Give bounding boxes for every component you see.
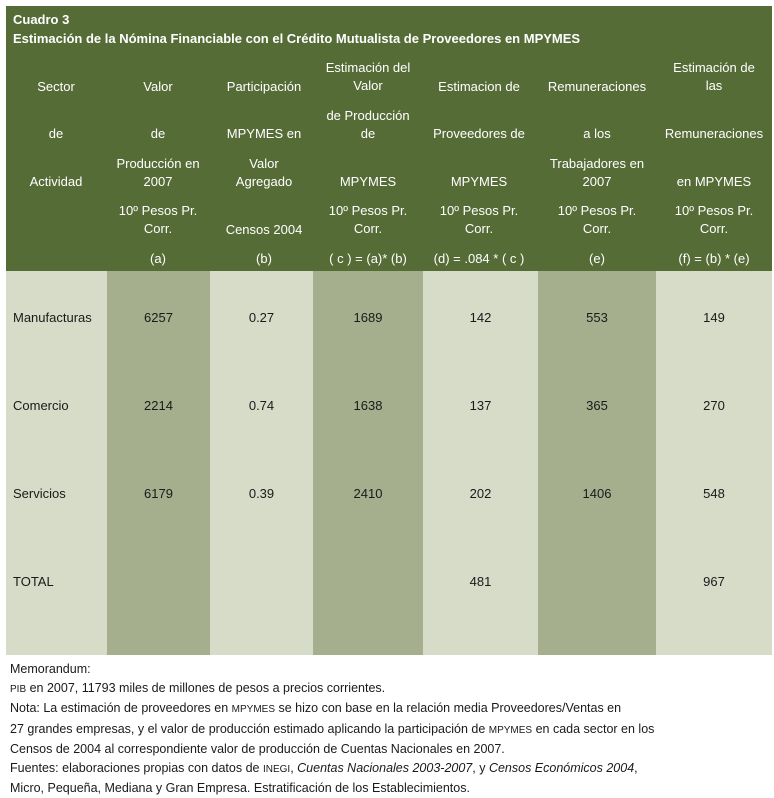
header-estimacion-prov-line1: Estimacion de [438,79,520,94]
column-band-valor [107,271,210,655]
header-sector-line2: de [48,126,64,141]
fuentes-d: , [634,760,638,775]
header-participacion-line2: MPYMES en [226,126,302,141]
header-valor-formula: (a) [150,251,166,266]
cell-manufacturas-f: 149 [703,310,725,325]
column-band-sector [6,271,107,655]
cell-servicios-f: 548 [703,486,725,501]
header-participacion-line1: Participación [226,79,302,94]
header-estimacion-rem-line1: Estimación de las [673,60,755,93]
cell-comercio-b: 0.74 [248,398,275,413]
inegi-abbr: INEGI [262,763,291,775]
header-estimacion-prov-formula: (d) = .084 * ( c ) [433,251,525,266]
fuentes-italic-2: Censos Económicos 2004 [488,760,635,775]
fuentes-a: Fuentes: elaboraciones propias con datos de [10,760,263,775]
notes-memorandum: Memorandum: [10,662,91,676]
fuentes-b: , [290,760,298,775]
header-remuneraciones-units: 10º Pesos Pr. Corr. [557,203,637,236]
header-remuneraciones-line1: Remuneraciones [547,79,647,94]
table-title: Cuadro 3 [13,12,70,27]
header-valor-units: 10º Pesos Pr. Corr. [118,203,198,236]
cell-total-d: 481 [469,574,492,589]
header-participacion-line3: Valor Agregado [235,156,293,189]
cell-comercio-c: 1638 [353,398,383,413]
mpymes-abbr-2: MPYMES [488,724,533,736]
column-band-estimacion-prov [423,271,538,655]
column-band-estimacion-rem [656,271,772,655]
header-estimacion-rem-formula: (f) = (b) * (e) [678,251,750,266]
row-label-comercio: Comercio [13,398,69,413]
row-label-servicios: Servicios [13,486,66,501]
cell-servicios-d: 202 [469,486,492,501]
cell-manufacturas-e: 553 [586,310,608,325]
cell-manufacturas-d: 142 [469,310,492,325]
header-sector-line1: Sector [37,79,75,94]
header-participacion-formula: (b) [256,251,272,266]
header-estimacion-valor-line3: MPYMES [339,174,397,189]
pib-abbr: PIB [10,683,27,695]
table-subtitle: Estimación de la Nómina Financiable con el Crédito Mutualista de Proveedores en MPYMES [13,31,581,46]
cell-comercio-a: 2214 [144,398,173,413]
header-remuneraciones-line3: Trabajadores en 2007 [549,156,645,189]
cell-total-f: 967 [703,574,725,589]
cell-manufacturas-b: 0.27 [248,310,275,325]
header-valor-line3: Producción en 2007 [116,156,200,189]
cell-comercio-e: 365 [586,398,608,413]
table-body [6,271,772,655]
header-valor-line2: de [150,126,166,141]
cell-comercio-f: 270 [703,398,725,413]
row-label-total: TOTAL [13,574,54,589]
table-notes [10,660,770,798]
table-header [6,6,772,271]
cell-comercio-d: 137 [469,398,492,413]
header-estimacion-valor-formula: ( c ) = (a)* (b) [329,251,407,266]
cell-servicios-a: 6179 [144,486,173,501]
notes-nota-line2 [10,720,770,741]
header-remuneraciones-line2: a los [583,126,611,141]
notes-fuentes-line1 [10,759,770,780]
fuentes-italic-1: Cuentas Nacionales 2003-2007 [297,760,473,775]
header-estimacion-valor-units: 10º Pesos Pr. Corr. [328,203,408,236]
header-remuneraciones-formula: (e) [589,251,605,266]
nota-2b: en cada sector en los [532,721,655,736]
header-estimacion-prov-line2: Proveedores de [433,126,525,141]
header-estimacion-rem-line2: Remuneraciones [664,126,764,141]
pib-text: en 2007, 11793 miles de millones de pesos a precios corrientes. [26,680,386,695]
column-band-remuneraciones [538,271,656,655]
header-estimacion-rem-line3: en MPYMES [676,174,752,189]
header-estimacion-prov-units: 10º Pesos Pr. Corr. [439,203,519,236]
header-participacion-units: Censos 2004 [225,222,303,237]
header-valor-line1: Valor [143,79,173,94]
nota-1a: Nota: La estimación de proveedores en [10,701,232,715]
notes-nota-line3: Censos de 2004 al correspondiente valor de producción de Cuentas Nacionales en 2007. [10,742,505,756]
column-band-estimacion-valor [313,271,423,655]
column-band-participacion [210,271,313,655]
nota-2a: 27 grandes empresas, y el valor de producción estimado aplicando la participación de [10,721,489,736]
fuentes-c: , y [472,760,489,775]
header-estimacion-prov-line3: MPYMES [450,174,508,189]
header-estimacion-valor-line1: Estimación del Valor [325,60,411,93]
header-sector-line3: Actividad [29,174,83,189]
header-estimacion-rem-units: 10º Pesos Pr. Corr. [674,203,754,236]
row-label-manufacturas: Manufacturas [13,310,92,325]
cell-manufacturas-a: 6257 [144,310,173,325]
notes-fuentes-line2: Micro, Pequeña, Mediana y Gran Empresa. Estratificación de los Establecimientos. [10,781,470,795]
cell-servicios-b: 0.39 [248,486,275,501]
notes-nota-line1 [10,699,770,720]
header-estimacion-valor-line2: de Producción de [326,108,410,141]
notes-pib [10,679,770,700]
nota-1b: se hizo con base en la relación media Proveedores/Ventas en [275,701,622,715]
cell-manufacturas-c: 1689 [353,310,383,325]
cell-servicios-e: 1406 [582,486,612,501]
mpymes-abbr-1: MPYMES [231,704,276,715]
cell-servicios-c: 2410 [353,486,383,501]
